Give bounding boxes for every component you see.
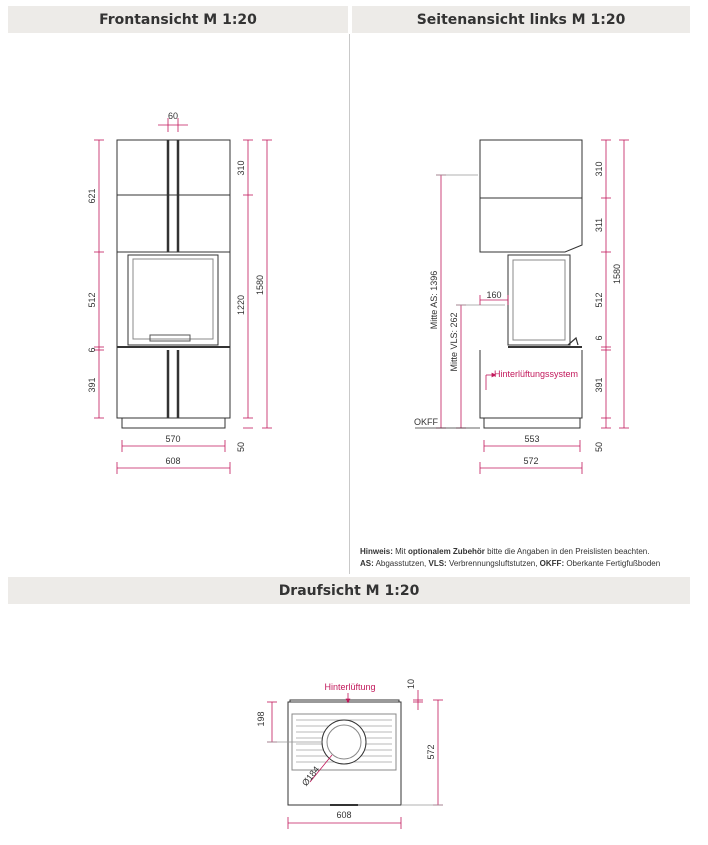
- side-label-vls: Mitte VLS: 262: [449, 312, 459, 372]
- side-view-header: Seitenansicht links M 1:20: [352, 6, 690, 33]
- top-dim-608: 608: [336, 810, 352, 820]
- top-view: [288, 700, 401, 805]
- side-dim-1580: 1580: [612, 263, 622, 285]
- side-label-as: Mitte AS: 1396: [429, 270, 439, 330]
- side-dimension-labels: [414, 161, 622, 466]
- front-firebox-grate: [150, 335, 190, 341]
- side-dim-50: 50: [594, 441, 604, 453]
- top-label-hinterlueftung: Hinterlüftung: [324, 682, 376, 692]
- side-dim-160: 160: [486, 290, 502, 300]
- front-dim-1220: 1220: [236, 294, 246, 316]
- side-dim-512: 512: [594, 292, 604, 308]
- front-firebox-glass: [128, 255, 218, 345]
- front-base: [122, 418, 225, 428]
- side-dim-311: 311: [594, 217, 604, 233]
- side-lower-box: [480, 350, 582, 418]
- note-line-1: Hinweis: Mit optionalem Zubehör bitte die Angaben in den Preislisten beachten.: [360, 547, 650, 556]
- side-dim-572: 572: [523, 456, 539, 466]
- top-flue-circle: [322, 720, 366, 764]
- front-dim-60: 60: [167, 111, 179, 121]
- side-upper-lower: [480, 198, 582, 252]
- front-dim-1580: 1580: [255, 274, 265, 296]
- side-label-hinterlueftung: Hinterlüftungssystem: [494, 369, 579, 379]
- top-dim-diameter: Ø184: [299, 764, 322, 788]
- front-dim-6: 6: [87, 347, 97, 353]
- side-firebox: [508, 255, 570, 345]
- top-dim-198: 198: [256, 711, 266, 727]
- note-line-2: AS: Abgasstutzen, VLS: Verbrennungsluftstutzen, OKFF: Oberkante Fertigfußboden: [360, 559, 661, 568]
- side-dim-6: 6: [594, 335, 604, 341]
- front-view-header: Frontansicht M 1:20: [8, 6, 348, 33]
- top-back-gap: [290, 700, 399, 702]
- front-dim-310: 310: [236, 160, 246, 176]
- front-dim-391: 391: [87, 377, 97, 393]
- front-dimension-labels: [87, 111, 265, 466]
- front-view: [117, 140, 230, 428]
- top-view-header: Draufsicht M 1:20: [8, 577, 690, 604]
- side-label-okff: OKFF: [414, 417, 438, 427]
- front-dim-512: 512: [87, 292, 97, 308]
- top-dim-572: 572: [426, 744, 436, 760]
- side-dim-391: 391: [594, 377, 604, 393]
- side-dim-553: 553: [524, 434, 540, 444]
- front-dim-608: 608: [165, 456, 181, 466]
- top-dim-10: 10: [406, 678, 416, 690]
- front-dim-50: 50: [236, 441, 246, 453]
- side-base: [484, 418, 580, 428]
- side-upper-box: [480, 140, 582, 198]
- front-dim-621: 621: [87, 188, 97, 204]
- side-view: [480, 140, 582, 428]
- front-dim-570: 570: [165, 434, 181, 444]
- side-dim-310: 310: [594, 161, 604, 177]
